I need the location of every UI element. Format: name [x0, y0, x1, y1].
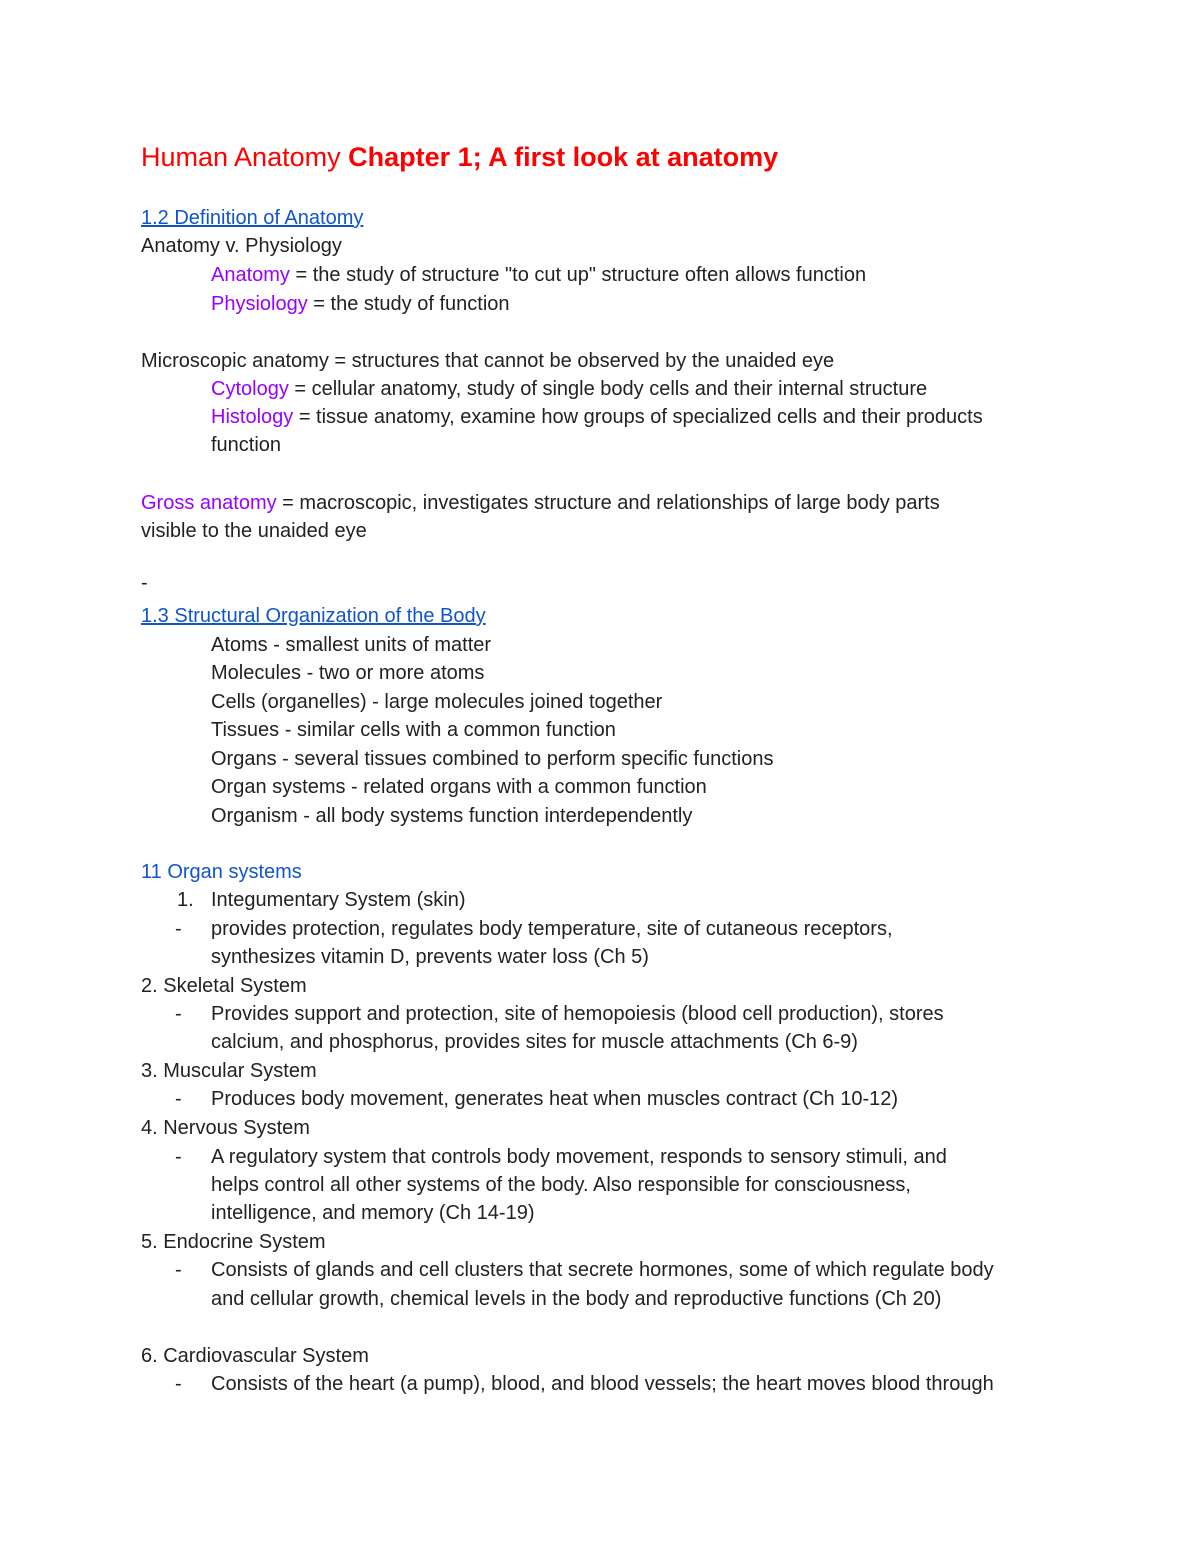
system-4-desc-line-1: A regulatory system that controls body movement, responds to sensory stimuli, and: [211, 1146, 947, 1168]
list-dash: -: [175, 1259, 182, 1281]
anatomy-def-text: = the study of structure "to cut up" structure often allows function: [289, 264, 867, 286]
histology-term: Histology: [211, 406, 294, 428]
org-level-tissues: Tissues - similar cells with a common function: [211, 719, 616, 741]
physiology-def-text: = the study of function: [307, 293, 510, 315]
section-1-3-heading[interactable]: 1.3 Structural Organization of the Body: [141, 605, 486, 627]
system-4-desc-line-2: helps control all other systems of the body. Also responsible for consciousness,: [211, 1174, 911, 1196]
org-level-organism: Organism - all body systems function interdependently: [211, 805, 693, 827]
page-title: [141, 137, 1071, 177]
histology-definition-cont: function: [211, 434, 282, 456]
anatomy-definition: [211, 261, 866, 289]
cytology-def-text: = cellular anatomy, study of single body cells and their internal structure: [288, 378, 928, 400]
title-regular: Human Anatomy: [141, 142, 349, 172]
system-3-desc-line-1: Produces body movement, generates heat when muscles contract (Ch 10-12): [211, 1088, 899, 1110]
stray-dash: -: [141, 572, 148, 594]
system-2-name: 2. Skeletal System: [141, 975, 307, 997]
system-2-desc-line-2: calcium, and phosphorus, provides sites for muscle attachments (Ch 6-9): [211, 1031, 858, 1053]
list-dash: -: [175, 1088, 182, 1110]
system-5-name: 5. Endocrine System: [141, 1231, 326, 1253]
gross-anatomy-term: Gross anatomy: [141, 492, 277, 514]
system-5-desc-line-1: Consists of glands and cell clusters that secrete hormones, some of which regulate body: [211, 1259, 994, 1281]
anatomy-vs-physiology: Anatomy v. Physiology: [141, 235, 342, 257]
list-dash: -: [175, 918, 182, 940]
system-6-name: 6. Cardiovascular System: [141, 1345, 369, 1367]
gross-anatomy-definition: [141, 489, 940, 517]
org-level-organs: Organs - several tissues combined to perform specific functions: [211, 748, 774, 770]
section-1-2-heading[interactable]: 1.2 Definition of Anatomy: [141, 207, 364, 229]
physiology-definition: [211, 290, 510, 318]
system-1-number: 1.: [177, 889, 194, 911]
histology-definition: [211, 403, 983, 431]
title-bold: Chapter 1; A first look at anatomy: [348, 142, 779, 172]
system-2-desc-line-1: Provides support and protection, site of hemopoiesis (blood cell production), stores: [211, 1003, 944, 1025]
system-1-desc-line-1: provides protection, regulates body temperature, site of cutaneous receptors,: [211, 918, 893, 940]
system-4-desc-line-3: intelligence, and memory (Ch 14-19): [211, 1202, 535, 1224]
anatomy-term: Anatomy: [211, 264, 290, 286]
cytology-definition: [211, 375, 927, 403]
org-level-organ-systems: Organ systems - related organs with a common function: [211, 776, 707, 798]
system-1-name: Integumentary System (skin): [211, 889, 466, 911]
system-1-desc-line-2: synthesizes vitamin D, prevents water loss (Ch 5): [211, 946, 649, 968]
gross-anatomy-def-text: = macroscopic, investigates structure and relationships of large body parts: [276, 492, 940, 514]
org-level-molecules: Molecules - two or more atoms: [211, 662, 485, 684]
system-6-desc-line-1: Consists of the heart (a pump), blood, and blood vessels; the heart moves blood through: [211, 1373, 994, 1395]
system-4-name: 4. Nervous System: [141, 1117, 310, 1139]
list-dash: -: [175, 1003, 182, 1025]
organ-systems-heading: 11 Organ systems: [141, 861, 302, 883]
system-5-desc-line-2: and cellular growth, chemical levels in the body and reproductive functions (Ch 20): [211, 1288, 942, 1310]
system-3-name: 3. Muscular System: [141, 1060, 317, 1082]
list-dash: -: [175, 1373, 182, 1395]
physiology-term: Physiology: [211, 293, 308, 315]
histology-def-text: = tissue anatomy, examine how groups of specialized cells and their products: [293, 406, 983, 428]
cytology-term: Cytology: [211, 378, 289, 400]
org-level-cells: Cells (organelles) - large molecules joined together: [211, 691, 663, 713]
list-dash: -: [175, 1146, 182, 1168]
org-level-atoms: Atoms - smallest units of matter: [211, 634, 492, 656]
microscopic-anatomy-line: Microscopic anatomy = structures that cannot be observed by the unaided eye: [141, 350, 835, 372]
gross-anatomy-definition-cont: visible to the unaided eye: [141, 520, 367, 542]
